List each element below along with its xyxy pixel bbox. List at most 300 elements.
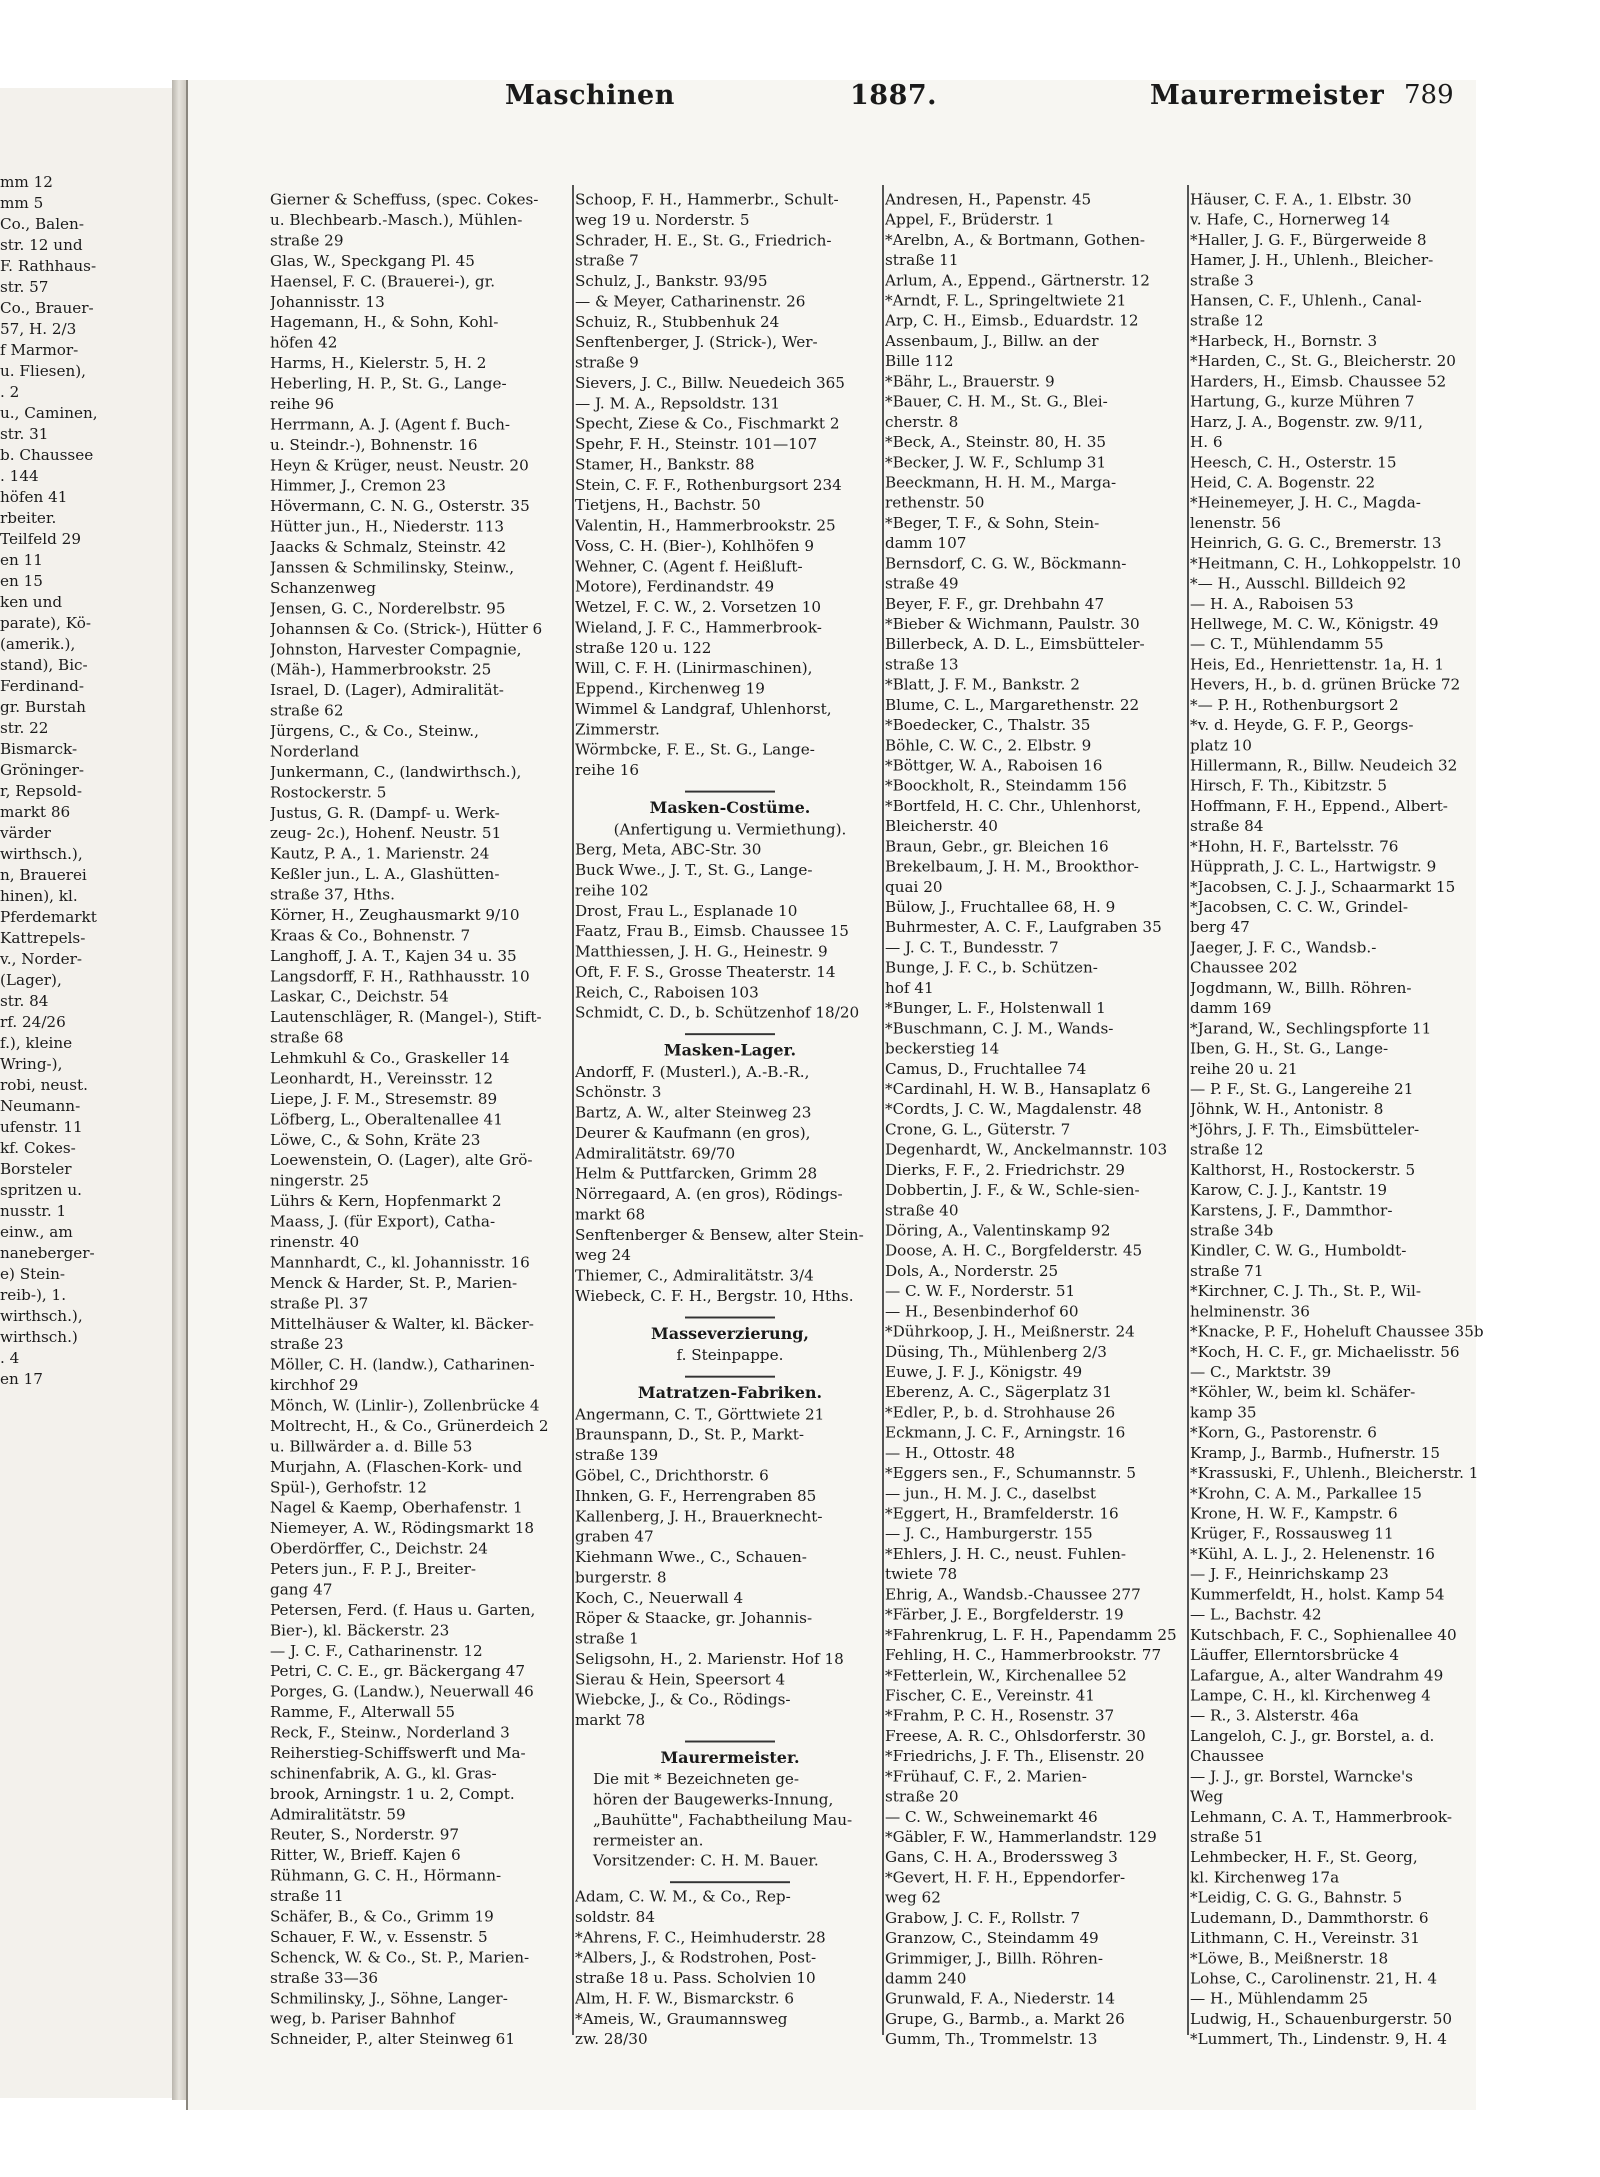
directory-entry-line: *Kühl, A. L. J., 2. Helenenstr. 16 — [1190, 1545, 1435, 1563]
directory-entry-line: kf. Cokes- — [0, 1139, 76, 1157]
directory-entry-line: stand), Bic- — [0, 656, 88, 674]
directory-entry-line: Menck & Harder, St. P., Marien- — [270, 1274, 518, 1292]
directory-entry-line: Blume, C. L., Margarethenstr. 22 — [885, 696, 1140, 714]
directory-entry-line: — J. J., gr. Borstel, Warncke's — [1190, 1767, 1413, 1786]
section-title-maurermeister: Maurermeister. — [660, 1748, 800, 1767]
directory-entry-line: gr. Burstah — [0, 698, 86, 716]
directory-entry-line: *Harbeck, H., Bornstr. 3 — [1190, 332, 1378, 350]
column-rule-1 — [572, 185, 574, 2035]
page-number: 789 — [1404, 80, 1454, 110]
directory-entry-line: en 17 — [0, 1370, 43, 1388]
directory-entry-line: Gumm, Th., Trommelstr. 13 — [885, 2030, 1098, 2049]
directory-entry-line: . 144 — [0, 467, 39, 485]
directory-entry-line: Kallenberg, J. H., Brauerknecht- — [575, 1507, 823, 1526]
directory-entry-line: robi, neust. — [0, 1076, 88, 1094]
directory-entry-line: *Boedecker, C., Thalstr. 35 — [885, 716, 1091, 734]
directory-entry-line: Körner, H., Zeughausmarkt 9/10 — [270, 906, 520, 924]
directory-entry-line: Loewenstein, O. (Lager), alte Grö- — [270, 1151, 533, 1170]
directory-entry-line: Co., Brauer- — [0, 299, 94, 317]
directory-entry-line: Jaacks & Schmalz, Steinstr. 42 — [270, 538, 507, 556]
directory-entry-line: Jaeger, J. F. C., Wandsb.- — [1190, 938, 1377, 957]
column-2-masken-costume-entries — [575, 840, 885, 1023]
directory-entry-line: *Cardinahl, H. W. B., Hansaplatz 6 — [885, 1080, 1151, 1098]
directory-entry-line: *Arelbn, A., & Bortmann, Gothen- — [885, 231, 1146, 249]
directory-entry-line: Wring-), — [0, 1055, 63, 1073]
directory-entry-line: Schuiz, R., Stubbenhuk 24 — [575, 313, 780, 331]
directory-entry-line: Ritter, W., Brieff. Kajen 6 — [270, 1846, 461, 1865]
directory-entry-line: Heis, Ed., Henriettenstr. 1a, H. 1 — [1190, 655, 1445, 674]
directory-entry-line: Junkermann, C., (landwirthsch.), — [270, 763, 522, 781]
directory-entry-line: Moltrecht, H., & Co., Grünerdeich 2 — [270, 1417, 549, 1435]
directory-entry-line: *Bortfeld, H. C. Chr., Uhlenhorst, — [885, 797, 1142, 815]
directory-entry-line: Ehrig, A., Wandsb.-Chaussee 277 — [885, 1585, 1141, 1604]
directory-entry-line: — C. T., Mühlendamm 55 — [1190, 635, 1384, 654]
directory-entry-line: Dols, A., Norderstr. 25 — [885, 1262, 1059, 1280]
directory-entry-line: *Böttger, W. A., Raboisen 16 — [885, 757, 1103, 775]
directory-entry-line: Krone, H. W. F., Kampstr. 6 — [1190, 1505, 1398, 1523]
directory-entry-line: *Färber, J. E., Borgfelderstr. 19 — [885, 1606, 1124, 1624]
directory-entry-line: straße 33—36 — [270, 1969, 379, 1987]
directory-entry-line: *Hohn, H. F., Bartelsstr. 76 — [1190, 837, 1399, 856]
directory-entry-line: straße 29 — [270, 231, 344, 250]
directory-entry-line: Adam, C. W. M., & Co., Rep- — [575, 1888, 791, 1906]
directory-entry-line: Keßler jun., L. A., Glashütten- — [270, 865, 500, 883]
directory-entry-line: Schrader, H. E., St. G., Friedrich- — [575, 231, 832, 250]
directory-entry-line: — & Meyer, Catharinenstr. 26 — [575, 292, 806, 311]
directory-entry-line: Niemeyer, A. W., Rödingsmarkt 18 — [270, 1519, 535, 1538]
directory-entry-line: Andresen, H., Papenstr. 45 — [885, 190, 1092, 209]
directory-entry-line: markt 86 — [0, 803, 71, 821]
directory-entry-line: Matthiessen, J. H. G., Heinestr. 9 — [575, 942, 828, 961]
directory-entry-line: str. 12 und — [0, 236, 83, 254]
directory-entry-line: platz 10 — [1190, 736, 1252, 755]
directory-entry-line: Ramme, F., Alterwall 55 — [270, 1703, 456, 1722]
directory-entry-line: Neumann- — [0, 1097, 81, 1115]
directory-entry-line: Buhrmester, A. C. F., Laufgraben 35 — [885, 918, 1162, 937]
directory-entry-line: Harders, H., Eimsb. Chaussee 52 — [1190, 372, 1447, 391]
directory-entry-line: r, Repsold- — [0, 782, 83, 800]
directory-entry-line: Arp, C. H., Eimsb., Eduardstr. 12 — [885, 312, 1139, 330]
directory-entry-line: *Fahrenkrug, L. F. H., Papendamm 25 — [885, 1626, 1177, 1644]
directory-entry-line: *Ehlers, J. H. C., neust. Fuhlen- — [885, 1545, 1127, 1563]
directory-entry-line: kamp 35 — [1190, 1403, 1257, 1422]
directory-entry-line: wirthsch.), — [0, 845, 83, 863]
directory-entry-line: f.), kleine — [0, 1034, 73, 1052]
directory-entry-line: Dierks, F. F., 2. Friedrichstr. 29 — [885, 1161, 1125, 1179]
directory-entry-line: Petersen, Ferd. (f. Haus u. Garten, — [270, 1601, 536, 1619]
directory-entry-line: *Albers, J., & Rodstrohen, Post- — [575, 1949, 817, 1967]
directory-entry-line: Janssen & Schmilinsky, Steinw., — [270, 558, 515, 577]
directory-entry-line: Löwe, C., & Sohn, Kräte 23 — [270, 1131, 481, 1149]
directory-entry-line: Hansen, C. F., Uhlenh., Canal- — [1190, 292, 1422, 310]
directory-entry-line: *Jarand, W., Sechlingspforte 11 — [1190, 1019, 1432, 1038]
directory-entry-line: Harz, J. A., Bogenstr. zw. 9/11, — [1190, 413, 1423, 431]
directory-entry-line: Kindler, C. W. G., Humboldt- — [1190, 1242, 1407, 1260]
directory-entry-line: Euwe, J. F. J., Königstr. 49 — [885, 1363, 1083, 1381]
directory-entry-line: Voss, C. H. (Bier-), Kohlhöfen 9 — [575, 537, 815, 555]
directory-entry-line: *Harden, C., St. G., Bleicherstr. 20 — [1190, 352, 1456, 371]
directory-entry-line: ufenstr. 11 — [0, 1118, 83, 1136]
directory-entry-line: e) Stein- — [0, 1265, 66, 1283]
directory-entry-line: hören der Baugewerks-Innung, — [593, 1790, 834, 1809]
directory-entry-line: Düsing, Th., Mühlenberg 2/3 — [885, 1343, 1107, 1361]
directory-entry-line: Doose, A. H. C., Borgfelderstr. 45 — [885, 1242, 1143, 1260]
directory-entry-line: Langeloh, C. J., gr. Borstel, a. d. — [1190, 1727, 1435, 1745]
directory-entry-line: Bleicherstr. 40 — [885, 817, 998, 836]
directory-entry-line: Porges, G. (Landw.), Neuerwall 46 — [270, 1683, 534, 1701]
directory-entry-line: rbeiter. — [0, 509, 57, 527]
column-2-maurermeister-entries — [575, 1887, 885, 2050]
directory-entry-line: Nörregaard, A. (en gros), Rödings- — [575, 1185, 843, 1203]
directory-entry-line: zw. 28/30 — [575, 2030, 648, 2049]
directory-entry-line: Vorsitzender: C. H. M. Bauer. — [593, 1852, 819, 1870]
directory-entry-line: gang 47 — [270, 1580, 333, 1599]
directory-entry-line: Lehmbecker, H. F., St. Georg, — [1190, 1848, 1418, 1867]
directory-entry-line: weg 19 u. Norderstr. 5 — [575, 211, 750, 229]
directory-entry-line: straße 7 — [575, 252, 639, 270]
directory-entry-line: str. 57 — [0, 278, 49, 296]
directory-entry-line: Eppend., Kirchenweg 19 — [575, 680, 765, 698]
directory-entry-line: *Haller, J. G. F., Bürgerweide 8 — [1190, 231, 1427, 249]
directory-entry-line: Johannsen & Co. (Strick-), Hütter 6 — [270, 620, 543, 638]
directory-entry-line: *Knacke, P. F., Hoheluft Chaussee 35b — [1190, 1323, 1484, 1341]
directory-entry-line: Koch, C., Neuerwall 4 — [575, 1589, 744, 1607]
directory-entry-line: zeug- 2c.), Hohenf. Neustr. 51 — [270, 824, 502, 843]
directory-entry-line: Heid, C. A. Bogenstr. 22 — [1190, 473, 1376, 492]
header-year: 1887. — [850, 80, 938, 111]
directory-entry-line: reihe 102 — [575, 881, 649, 900]
directory-entry-line: — J. C. F., Catharinenstr. 12 — [270, 1642, 483, 1660]
directory-entry-line: Faatz, Frau B., Eimsb. Chaussee 15 — [575, 922, 849, 941]
directory-entry-line: wirthsch.) — [0, 1328, 78, 1346]
directory-entry-line: Israel, D. (Lager), Admiralität- — [270, 681, 504, 700]
directory-entry-line: Bülow, J., Fruchtallee 68, H. 9 — [885, 898, 1116, 916]
directory-entry-line: — J. F., Heinrichskamp 23 — [1190, 1565, 1389, 1584]
directory-entry-line: Crone, G. L., Güterstr. 7 — [885, 1120, 1071, 1139]
directory-entry-line: Kattrepels- — [0, 929, 86, 947]
directory-entry-line: — jun., H. M. J. C., daselbst — [885, 1484, 1097, 1503]
directory-entry-line: . 2 — [0, 383, 20, 401]
directory-entry-line: Murjahn, A. (Flaschen-Kork- und — [270, 1458, 523, 1476]
directory-entry-line: straße 20 — [885, 1788, 959, 1806]
directory-entry-line: *Jöhrs, J. F. Th., Eimsbütteler- — [1190, 1120, 1420, 1139]
directory-entry-line: Senftenberger, J. (Strick-), Wer- — [575, 333, 818, 352]
directory-entry-line: Langsdorff, F. H., Rathhausstr. 10 — [270, 967, 530, 986]
directory-entry-line: u. Blechbearb.-Masch.), Mühlen- — [270, 211, 523, 229]
column-1 — [270, 190, 570, 2050]
directory-entry-line: *Bauer, C. H. M., St. G., Blei- — [885, 393, 1108, 411]
directory-entry-line: Gierner & Scheffuss, (spec. Cokes- — [270, 190, 539, 209]
directory-entry-line: weg 24 — [575, 1246, 631, 1265]
directory-entry-line: Sierau & Hein, Speersort 4 — [575, 1670, 786, 1689]
directory-entry-line: straße 13 — [885, 655, 959, 674]
directory-entry-line: Jogdmann, W., Billh. Röhren- — [1190, 979, 1412, 997]
directory-entry-line: Hagemann, H., & Sohn, Kohl- — [270, 313, 499, 332]
directory-entry-line: straße 51 — [1190, 1828, 1264, 1846]
directory-entry-line: Degenhardt, W., Anckelmannstr. 103 — [885, 1141, 1168, 1159]
directory-entry-line: *Bähr, L., Brauerstr. 9 — [885, 372, 1055, 391]
section-rule — [685, 1741, 775, 1743]
directory-entry-line: Maass, J. (für Export), Catha- — [270, 1212, 496, 1231]
directory-entry-line: Zimmerstr. — [575, 720, 660, 739]
directory-entry-line: Grabow, J. C. F., Rollstr. 7 — [885, 1909, 1081, 1927]
directory-entry-line: straße 3 — [1190, 271, 1254, 290]
directory-entry-line: *Cordts, J. C. W., Magdalenstr. 48 — [885, 1100, 1142, 1119]
directory-entry-line: Leonhardt, H., Vereinsstr. 12 — [270, 1069, 494, 1088]
directory-entry-line: twiete 78 — [885, 1565, 958, 1584]
directory-entry-line: schinenfabrik, A. G., kl. Gras- — [270, 1764, 497, 1783]
directory-entry-line: Harms, H., Kielerstr. 5, H. 2 — [270, 354, 487, 373]
directory-entry-line: Braunspann, D., St. P., Markt- — [575, 1426, 805, 1444]
maurermeister-note — [575, 1770, 885, 1872]
directory-entry-line: en 11 — [0, 551, 43, 569]
header-category-left: Maschinen — [505, 80, 675, 111]
directory-entry-line: Billerbeck, A. D. L., Eimsbütteler- — [885, 635, 1145, 654]
directory-entry-line: Mittelhäuser & Walter, kl. Bäcker- — [270, 1315, 534, 1333]
column-2-masken-lager-entries — [575, 1062, 885, 1307]
directory-entry-line: *Heinemeyer, J. H. C., Magda- — [1190, 494, 1421, 512]
directory-entry-line: Will, C. F. H. (Linirmaschinen), — [575, 659, 813, 678]
directory-entry-line: Stein, C. F. F., Rothenburgsort 234 — [575, 476, 842, 494]
directory-entry-line: Herrmann, A. J. (Agent f. Buch- — [270, 415, 511, 434]
directory-entry-line: Mannhardt, C., kl. Johannisstr. 16 — [270, 1253, 530, 1272]
column-2-matratzen-entries — [575, 1405, 885, 1731]
directory-entry-line: markt 68 — [575, 1205, 646, 1224]
directory-entry-line: Granzow, C., Steindamm 49 — [885, 1929, 1099, 1947]
directory-entry-line: v., Norder- — [0, 950, 83, 968]
directory-entry-line: Hartung, G., kurze Mühren 7 — [1190, 393, 1415, 411]
directory-entry-line: Bille 112 — [885, 352, 954, 371]
directory-entry-line: Reiherstieg-Schiffswerft und Ma- — [270, 1744, 526, 1762]
directory-entry-line: Wetzel, F. C. W., 2. Vorsetzen 10 — [575, 598, 822, 616]
directory-entry-line: burgerstr. 8 — [575, 1568, 667, 1587]
directory-entry-line: Häuser, C. F. A., 1. Elbstr. 30 — [1190, 190, 1412, 209]
directory-entry-line: Admiralitätstr. 69/70 — [575, 1144, 736, 1163]
directory-entry-line: quai 20 — [885, 878, 943, 896]
directory-entry-line: *Fetterlein, W., Kirchenallee 52 — [885, 1666, 1127, 1685]
left-page-fragment — [0, 88, 180, 2098]
directory-entry-line: Schoop, F. H., Hammerbr., Schult- — [575, 190, 839, 209]
section-title-masken-costume: Masken-Costüme. — [649, 798, 811, 817]
directory-entry-line: Ludwig, H., Schauenburgerstr. 50 — [1190, 2010, 1453, 2028]
directory-entry-line: damm 169 — [1190, 999, 1272, 1017]
directory-entry-line: Helm & Puttfarcken, Grimm 28 — [575, 1165, 818, 1183]
directory-entry-line: *Dührkoop, J. H., Meißnerstr. 24 — [885, 1323, 1135, 1341]
directory-entry-line: straße 68 — [270, 1028, 344, 1047]
directory-entry-line: hof 41 — [885, 979, 934, 997]
directory-entry-line: cherstr. 8 — [885, 413, 959, 431]
directory-entry-line: nusstr. 1 — [0, 1202, 67, 1220]
directory-entry-line: Iben, G. H., St. G., Lange- — [1190, 1040, 1389, 1058]
directory-entry-line: *Frühauf, C. F., 2. Marien- — [885, 1767, 1087, 1786]
directory-entry-line: *Krohn, C. A. M., Parkallee 15 — [1190, 1484, 1422, 1503]
directory-entry-line: — J. M. A., Repsoldstr. 131 — [575, 394, 781, 413]
directory-entry-line: Co., Balen- — [0, 215, 84, 233]
directory-entry-line: Reck, F., Steinw., Norderland 3 — [270, 1723, 510, 1742]
directory-entry-line: lenenstr. 56 — [1190, 514, 1281, 532]
directory-entry-line: Krüger, F., Rossausweg 11 — [1190, 1525, 1394, 1543]
directory-entry-line: n, Brauerei — [0, 866, 87, 884]
directory-entry-line: str. 22 — [0, 719, 49, 737]
directory-entry-line: Kiehmann Wwe., C., Schauen- — [575, 1548, 807, 1566]
directory-entry-line: Wimmel & Landgraf, Uhlenhorst, — [575, 700, 832, 718]
directory-entry-line: Bartz, A. W., alter Steinweg 23 — [575, 1104, 812, 1122]
left-page-column — [0, 172, 180, 1390]
directory-entry-line: Angermann, C. T., Görttwiete 21 — [575, 1405, 825, 1424]
directory-entry-line: u., Caminen, — [0, 404, 98, 422]
directory-entry-line: Hillermann, R., Billw. Neudeich 32 — [1190, 757, 1458, 775]
section-rule — [670, 1881, 790, 1883]
directory-entry-line: *Friedrichs, J. F. Th., Elisenstr. 20 — [885, 1747, 1145, 1765]
directory-entry-line: Bismarck- — [0, 740, 78, 758]
column-2 — [575, 190, 885, 2050]
directory-entry-line: Haensel, F. C. (Brauerei-), gr. — [270, 272, 496, 291]
directory-entry-line: Gröninger- — [0, 761, 85, 779]
directory-entry-line: Eckmann, J. C. F., Arningstr. 16 — [885, 1424, 1126, 1442]
directory-entry-line: Läuffer, Ellerntorsbrücke 4 — [1190, 1646, 1400, 1664]
directory-entry-line: *Edler, P., b. d. Strohhause 26 — [885, 1403, 1116, 1422]
directory-entry-line: Buck Wwe., J. T., St. G., Lange- — [575, 861, 813, 879]
directory-entry-line: *— H., Ausschl. Billdeich 92 — [1190, 575, 1407, 593]
directory-entry-line: *Köhler, W., beim kl. Schäfer- — [1190, 1383, 1416, 1402]
directory-entry-line: rinenstr. 40 — [270, 1233, 360, 1251]
directory-entry-line: ken und — [0, 593, 63, 611]
directory-entry-line: Hüpprath, J. C. L., Hartwigstr. 9 — [1190, 858, 1437, 876]
column-3 — [885, 190, 1195, 2050]
directory-entry-line: Drost, Frau L., Esplanade 10 — [575, 902, 798, 920]
directory-entry-line: markt 78 — [575, 1711, 646, 1729]
directory-entry-line: Motore), Ferdinandstr. 49 — [575, 578, 775, 596]
directory-entry-line: einw., am — [0, 1223, 73, 1241]
directory-entry-line: Heinrich, G. G. C., Bremerstr. 13 — [1190, 534, 1442, 552]
directory-entry-line: Langhoff, J. A. T., Kajen 34 u. 35 — [270, 947, 517, 965]
directory-entry-line: *Krassuski, F., Uhlenh., Bleicherstr. 1 — [1190, 1464, 1479, 1482]
directory-entry-line: Camus, D., Fruchtallee 74 — [885, 1060, 1087, 1078]
directory-entry-line: höfen 42 — [270, 334, 338, 352]
directory-entry-line: Specht, Ziese & Co., Fischmarkt 2 — [575, 415, 840, 433]
directory-entry-line: Kraas & Co., Bohnenstr. 7 — [270, 926, 471, 945]
header-category-right: Maurermeister — [1150, 80, 1385, 111]
directory-entry-line: värder — [0, 824, 51, 842]
directory-entry-line: Schäfer, B., & Co., Grimm 19 — [270, 1907, 494, 1926]
directory-entry-line: Lithmann, C. H., Vereinstr. 31 — [1190, 1929, 1420, 1947]
column-4 — [1190, 190, 1490, 2050]
directory-entry-line: Lautenschläger, R. (Mangel-), Stift- — [270, 1008, 542, 1027]
directory-entry-line: Kautz, P. A., 1. Marienstr. 24 — [270, 845, 490, 863]
section-subtitle-masseverzierung: f. Steinpappe. — [676, 1346, 784, 1365]
directory-entry-line: straße 9 — [575, 353, 639, 372]
directory-entry-line: Wiebeck, C. F. H., Bergstr. 10, Hths. — [575, 1287, 854, 1305]
directory-entry-line: *v. d. Heyde, G. F. P., Georgs- — [1190, 716, 1414, 734]
directory-entry-line: soldstr. 84 — [575, 1908, 655, 1926]
directory-entry-line: helminenstr. 36 — [1190, 1302, 1310, 1321]
directory-entry-line: F. Rathhaus- — [0, 257, 97, 275]
directory-entry-line: Bunge, J. F. C., b. Schützen- — [885, 959, 1098, 977]
directory-entry-line: Deurer & Kaufmann (en gros), — [575, 1124, 811, 1142]
directory-entry-line: — L., Bachstr. 42 — [1190, 1606, 1322, 1624]
directory-entry-line: mm 5 — [0, 194, 44, 212]
directory-entry-line: Karstens, J. F., Dammthor- — [1190, 1201, 1393, 1220]
directory-entry-line: graben 47 — [575, 1528, 654, 1546]
directory-entry-line: reihe 20 u. 21 — [1190, 1060, 1298, 1078]
directory-entry-line: Eberenz, A. C., Sägerplatz 31 — [885, 1383, 1112, 1402]
directory-entry-line: Schneider, P., alter Steinweg 61 — [270, 2030, 515, 2049]
directory-entry-line: — C. W. F., Norderstr. 51 — [885, 1282, 1076, 1300]
directory-entry-line: Johnston, Harvester Compagnie, — [270, 640, 522, 659]
directory-entry-line: wirthsch.), — [0, 1307, 83, 1325]
directory-entry-line: berg 47 — [1190, 918, 1250, 937]
directory-entry-line: Kutschbach, F. C., Sophienallee 40 — [1190, 1626, 1457, 1644]
directory-entry-line: Ferdinand- — [0, 677, 85, 695]
directory-entry-line: *Boockholt, R., Steindamm 156 — [885, 777, 1127, 795]
directory-entry-line: Hirsch, F. Th., Kibitzstr. 5 — [1190, 777, 1388, 795]
directory-entry-line: Valentin, H., Hammerbrookstr. 25 — [575, 516, 836, 535]
directory-entry-line: *Jacobsen, C. J. J., Schaarmarkt 15 — [1190, 878, 1456, 896]
directory-entry-line: straße 40 — [885, 1201, 959, 1220]
directory-entry-line: Freese, A. R. C., Ohlsdorferstr. 30 — [885, 1727, 1146, 1745]
directory-entry-line: Jöhnk, W. H., Antonistr. 8 — [1190, 1100, 1384, 1119]
directory-entry-line: str. 84 — [0, 992, 49, 1010]
directory-entry-line: . 4 — [0, 1349, 20, 1367]
directory-entry-line: Hellwege, M. C. W., Königstr. 49 — [1190, 615, 1439, 633]
directory-entry-line: Schmidt, C. D., b. Schützenhof 18/20 — [575, 1004, 860, 1022]
directory-entry-line: (amerik.), — [0, 635, 76, 653]
directory-entry-line: kirchhof 29 — [270, 1376, 359, 1394]
directory-entry-line: Justus, G. R. (Dampf- u. Werk- — [270, 804, 500, 822]
section-rule — [685, 1376, 775, 1378]
section-subtitle-masken-costume: (Anfertigung u. Vermiethung). — [613, 820, 847, 839]
directory-entry-line: Lehmann, C. A. T., Hammerbrook- — [1190, 1808, 1452, 1826]
directory-entry-line: naneberger- — [0, 1244, 95, 1262]
directory-entry-line: *Eggers sen., F., Schumannstr. 5 — [885, 1464, 1136, 1482]
directory-entry-line: — H., Mühlendamm 25 — [1190, 1990, 1369, 2008]
directory-entry-line: Himmer, J., Cremon 23 — [270, 477, 446, 495]
directory-entry-line: Schönstr. 3 — [575, 1083, 662, 1102]
directory-entry-line: Ihnken, G. F., Herrengraben 85 — [575, 1487, 817, 1505]
directory-entry-line: Assenbaum, J., Billw. an der — [885, 332, 1099, 350]
directory-entry-line: weg 62 — [885, 1889, 941, 1907]
directory-entry-line: *Becker, J. W. F., Schlump 31 — [885, 453, 1107, 472]
directory-entry-line: *Kirchner, C. J. Th., St. P., Wil- — [1190, 1282, 1422, 1300]
directory-entry-line: Hoffmann, F. H., Eppend., Albert- — [1190, 797, 1448, 815]
directory-entry-line: damm 240 — [885, 1970, 967, 1988]
directory-entry-line: *Bunger, L. F., Holstenwall 1 — [885, 999, 1106, 1017]
directory-entry-line: Karow, C. J. J., Kantstr. 19 — [1190, 1181, 1388, 1199]
directory-entry-line: Spehr, F. H., Steinstr. 101—107 — [575, 435, 818, 453]
directory-entry-line: Oberdörffer, C., Deichstr. 24 — [270, 1539, 488, 1558]
directory-entry-line: Braun, Gebr., gr. Bleichen 16 — [885, 837, 1109, 856]
directory-entry-line: Ludemann, D., Dammthorstr. 6 — [1190, 1909, 1429, 1927]
section-title-masken-lager: Masken-Lager. — [663, 1040, 797, 1060]
directory-entry-line: straße 11 — [270, 1887, 344, 1905]
directory-entry-line: f Marmor- — [0, 341, 79, 359]
directory-entry-line: Fehling, H. C., Hammerbrookstr. 77 — [885, 1646, 1162, 1664]
directory-entry-line: Reich, C., Raboisen 103 — [575, 983, 759, 1002]
directory-entry-line: en 15 — [0, 572, 43, 590]
directory-entry-line: *Ameis, W., Graumannsweg — [575, 2010, 788, 2028]
directory-entry-line: H. 6 — [1190, 433, 1223, 451]
directory-entry-line: Nagel & Kaemp, Oberhafenstr. 1 — [270, 1499, 523, 1517]
directory-entry-line: straße 71 — [1190, 1262, 1264, 1280]
directory-entry-line: Johannisstr. 13 — [270, 293, 385, 311]
directory-entry-line: straße 120 u. 122 — [575, 639, 712, 657]
directory-entry-line: u. Steindr.-), Bohnenstr. 16 — [270, 436, 478, 454]
directory-entry-line: mm 12 — [0, 173, 53, 191]
directory-entry-line: Pferdemarkt — [0, 908, 97, 926]
directory-entry-line: Norderland — [270, 742, 360, 761]
directory-entry-line: Berg, Meta, ABC-Str. 30 — [575, 841, 762, 859]
directory-entry-line: *Heitmann, C. H., Lohkoppelstr. 10 — [1190, 554, 1462, 573]
